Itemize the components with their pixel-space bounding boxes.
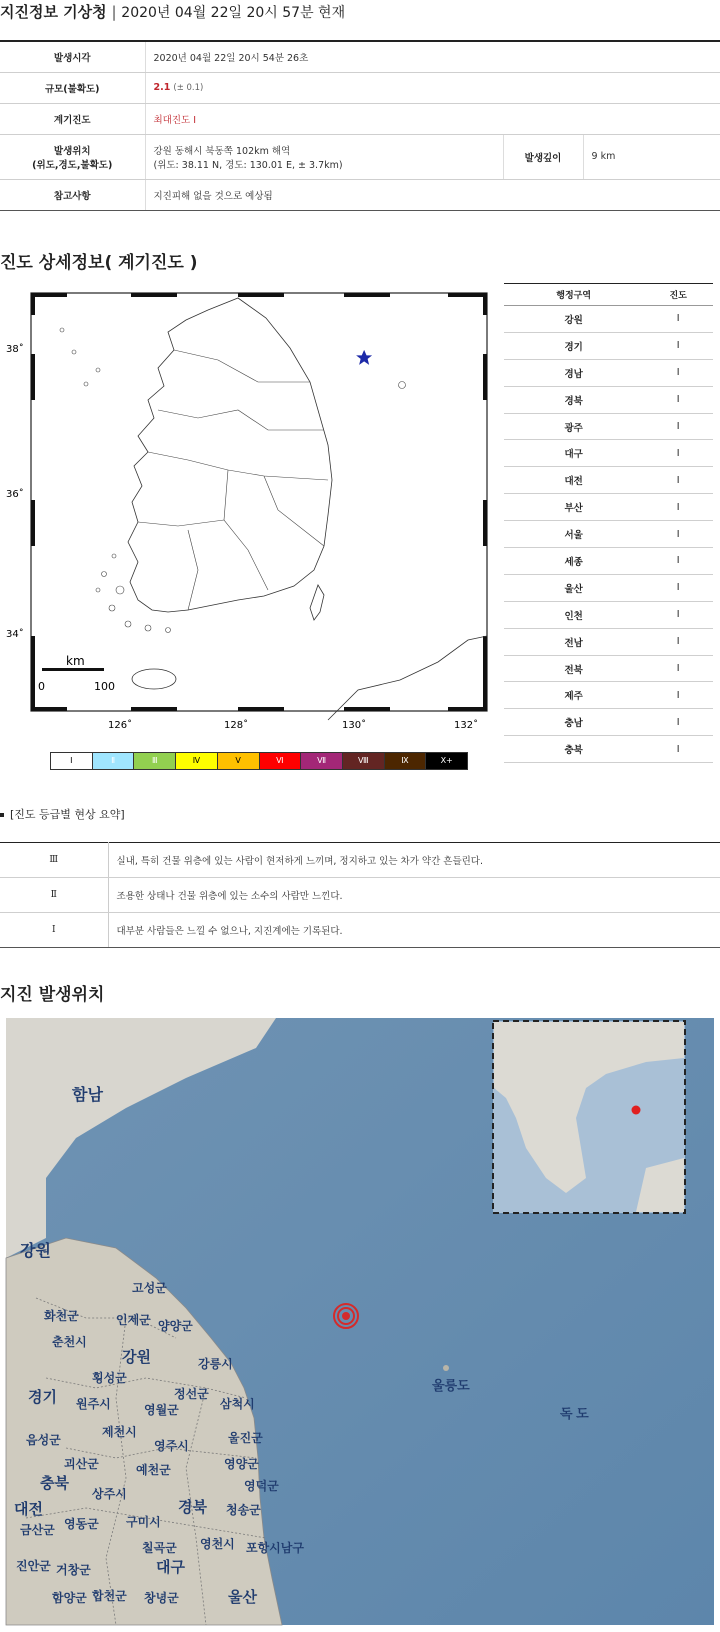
place-label: 강릉시 xyxy=(198,1357,233,1371)
table-row xyxy=(504,574,713,601)
inset-epicenter-icon xyxy=(632,1106,641,1115)
region-name: 부산 xyxy=(504,494,643,521)
intensity-scale-cell: Ⅸ xyxy=(385,753,427,769)
table-row xyxy=(504,359,713,386)
intensity-scale-cell: Ⅵ xyxy=(260,753,302,769)
summary-level: Ⅰ xyxy=(0,913,108,948)
location-value-line1: 강원 동해시 북동쪽 102km 해역 xyxy=(153,145,291,157)
col-intensity: 진도 xyxy=(643,284,713,306)
lon-label-132: 132˚ xyxy=(454,720,479,731)
occurred-value: 2020년 04월 22일 20시 54분 26초 xyxy=(145,41,720,72)
scale-unit: km xyxy=(66,654,85,668)
page-title-main: 지진정보 기상청 xyxy=(0,3,107,21)
place-label: 제천시 xyxy=(102,1425,137,1439)
place-label: 함양군 xyxy=(52,1591,87,1605)
summary-title: [진도 등급별 현상 요약] xyxy=(10,808,125,821)
place-label: 춘천시 xyxy=(52,1335,87,1349)
note-value: 지진피해 없을 것으로 예상됨 xyxy=(145,179,720,210)
info-row-location xyxy=(0,134,720,179)
table-row xyxy=(504,682,713,709)
region-intensity: Ⅰ xyxy=(643,306,713,333)
region-intensity: Ⅰ xyxy=(643,601,713,628)
region-name: 울산 xyxy=(504,574,643,601)
intensity-scale-cell: Ⅰ xyxy=(51,753,93,769)
intensity-color-scale xyxy=(50,752,468,770)
map-border xyxy=(31,293,487,711)
lon-label-126: 126˚ xyxy=(108,720,133,731)
summary-heading xyxy=(0,806,125,822)
place-label: 경기 xyxy=(28,1389,57,1406)
location-map xyxy=(6,1018,714,1625)
place-label: 괴산군 xyxy=(64,1457,99,1471)
region-name: 전북 xyxy=(504,655,643,682)
location-value-line2: (위도: 38.11 N, 경도: 130.01 E, ± 3.7km) xyxy=(153,159,343,171)
info-row-time xyxy=(0,41,720,72)
place-label: 울산 xyxy=(228,1589,257,1606)
table-row xyxy=(0,878,720,913)
scale-end: 100 xyxy=(94,680,115,693)
table-row xyxy=(504,467,713,494)
info-row-magnitude xyxy=(0,72,720,103)
epicenter-marker-icon xyxy=(334,1304,358,1328)
place-label: 강원 xyxy=(122,1349,151,1366)
place-label: 원주시 xyxy=(76,1397,111,1411)
scale-start: 0 xyxy=(38,680,45,693)
place-label: 칠곡군 xyxy=(142,1541,177,1555)
title-separator: | xyxy=(111,3,117,21)
summary-desc: 조용한 상태나 건물 위층에 있는 소수의 사람만 느낀다. xyxy=(108,878,720,913)
page-subtitle: 2020년 04월 22일 20시 57분 현재 xyxy=(121,5,346,21)
place-label: 양양군 xyxy=(158,1319,193,1333)
occurred-label: 발생시각 xyxy=(0,41,145,72)
place-label: 영덕군 xyxy=(244,1479,279,1493)
summary-level: Ⅲ xyxy=(0,843,108,878)
place-label: 구미시 xyxy=(126,1515,161,1529)
place-label: 충북 xyxy=(40,1475,69,1492)
location-label xyxy=(0,134,145,179)
region-intensity: Ⅰ xyxy=(643,709,713,736)
summary-desc: 실내, 특히 건물 위층에 있는 사람이 현저하게 느끼며, 정지하고 있는 차가 약간 흔들린다. xyxy=(108,843,720,878)
region-intensity: Ⅰ xyxy=(643,548,713,575)
intensity-scale-cell: X+ xyxy=(426,753,467,769)
table-row xyxy=(0,843,720,878)
region-intensity: Ⅰ xyxy=(643,574,713,601)
earthquake-info-table xyxy=(0,40,720,211)
location-value xyxy=(145,134,503,179)
region-name: 인천 xyxy=(504,601,643,628)
place-label: 진안군 xyxy=(16,1559,51,1573)
table-row xyxy=(504,440,713,467)
lon-label-130: 130˚ xyxy=(342,720,367,731)
location-label-line1: 발생위치 xyxy=(53,145,91,157)
scale-ruler xyxy=(42,668,104,671)
place-label: 영동군 xyxy=(64,1517,99,1531)
table-row xyxy=(504,655,713,682)
location-label-line2: (위도,경도,불확도) xyxy=(32,159,113,171)
place-label: 화천군 xyxy=(44,1309,79,1323)
place-label: 삼척시 xyxy=(220,1397,255,1411)
intensity-value: 최대진도 Ⅰ xyxy=(145,103,720,134)
note-label: 참고사항 xyxy=(0,179,145,210)
place-label: 함남 xyxy=(72,1087,103,1104)
place-label: 대구 xyxy=(156,1559,185,1576)
table-row xyxy=(0,913,720,948)
region-name: 경남 xyxy=(504,359,643,386)
bullet-icon xyxy=(0,813,4,817)
place-label: 금산군 xyxy=(20,1523,55,1537)
table-row xyxy=(504,709,713,736)
region-name: 제주 xyxy=(504,682,643,709)
place-label: 청송군 xyxy=(226,1503,261,1517)
intensity-scale-cell: Ⅱ xyxy=(93,753,135,769)
lat-label-38: 38˚ xyxy=(6,344,24,355)
table-row xyxy=(504,413,713,440)
intensity-scale-cell: Ⅷ xyxy=(343,753,385,769)
place-label: 음성군 xyxy=(26,1433,61,1447)
region-name: 대구 xyxy=(504,440,643,467)
place-label: 거창군 xyxy=(56,1563,91,1577)
place-label: 인제군 xyxy=(116,1313,151,1327)
place-label: 포항시남구 xyxy=(246,1541,304,1555)
place-label: 고성군 xyxy=(132,1281,167,1295)
intensity-scale-cell: Ⅳ xyxy=(176,753,218,769)
place-label: 울진군 xyxy=(228,1431,263,1445)
summary-level: Ⅱ xyxy=(0,878,108,913)
region-intensity: Ⅰ xyxy=(643,386,713,413)
lat-label-36: 36˚ xyxy=(6,489,24,500)
region-table-header xyxy=(504,284,713,306)
place-label: 독 도 xyxy=(560,1406,589,1421)
region-name: 경기 xyxy=(504,332,643,359)
region-intensity: Ⅰ xyxy=(643,628,713,655)
place-label: 강원 xyxy=(20,1243,51,1260)
region-intensity: Ⅰ xyxy=(643,332,713,359)
region-name: 서울 xyxy=(504,521,643,548)
table-row xyxy=(504,306,713,333)
magnitude-cell xyxy=(145,72,720,103)
region-name: 강원 xyxy=(504,306,643,333)
place-label: 창녕군 xyxy=(144,1591,179,1605)
region-intensity: Ⅰ xyxy=(643,521,713,548)
table-row xyxy=(504,332,713,359)
region-intensity: Ⅰ xyxy=(643,655,713,682)
col-region: 행정구역 xyxy=(504,284,643,306)
intensity-summary-table xyxy=(0,842,720,948)
intensity-scale-cell: Ⅲ xyxy=(134,753,176,769)
region-intensity: Ⅰ xyxy=(643,440,713,467)
intensity-scale-cell: Ⅶ xyxy=(301,753,343,769)
place-label: 예천군 xyxy=(136,1463,171,1477)
magnitude-label: 규모(불확도) xyxy=(0,72,145,103)
lon-label-128: 128˚ xyxy=(224,720,249,731)
region-intensity: Ⅰ xyxy=(643,467,713,494)
place-label: 대전 xyxy=(14,1501,43,1518)
depth-value: 9 km xyxy=(583,134,720,179)
intensity-map xyxy=(6,290,490,732)
intensity-label: 계기진도 xyxy=(0,103,145,134)
region-intensity: Ⅰ xyxy=(643,359,713,386)
place-label: 횡성군 xyxy=(92,1371,127,1385)
table-row xyxy=(504,548,713,575)
region-name: 광주 xyxy=(504,413,643,440)
intensity-section-title: 진도 상세정보( 계기진도 ) xyxy=(0,253,198,273)
lat-label-34: 34˚ xyxy=(6,629,24,640)
magnitude-value: 2.1 xyxy=(153,82,171,93)
table-row xyxy=(504,521,713,548)
table-row xyxy=(504,628,713,655)
table-row xyxy=(504,494,713,521)
region-name: 대전 xyxy=(504,467,643,494)
region-intensity: Ⅰ xyxy=(643,682,713,709)
place-label: 영천시 xyxy=(200,1537,235,1551)
table-row xyxy=(504,601,713,628)
info-row-intensity xyxy=(0,103,720,134)
ulleungdo-island xyxy=(443,1365,449,1371)
region-intensity: Ⅰ xyxy=(643,494,713,521)
magnitude-uncertainty: (± 0.1) xyxy=(173,83,204,93)
region-intensity: Ⅰ xyxy=(643,413,713,440)
region-intensity: Ⅰ xyxy=(643,736,713,763)
place-label: 경북 xyxy=(178,1499,207,1516)
info-row-note xyxy=(0,179,720,210)
region-name: 세종 xyxy=(504,548,643,575)
place-label: 울릉도 xyxy=(432,1378,470,1393)
place-label: 정선군 xyxy=(174,1387,209,1401)
region-table-body xyxy=(504,306,713,763)
location-section-title: 지진 발생위치 xyxy=(0,985,105,1005)
place-label: 영월군 xyxy=(144,1403,179,1417)
region-intensity-table xyxy=(504,283,713,763)
region-name: 충남 xyxy=(504,709,643,736)
intensity-scale-cell: Ⅴ xyxy=(218,753,260,769)
place-label: 상주시 xyxy=(92,1487,127,1501)
place-label: 영양군 xyxy=(224,1457,259,1471)
inset-map xyxy=(493,1021,685,1213)
page-title xyxy=(0,0,345,26)
place-label: 영주시 xyxy=(154,1439,189,1453)
summary-desc: 대부분 사람들은 느낄 수 없으나, 지진계에는 기록된다. xyxy=(108,913,720,948)
table-row xyxy=(504,736,713,763)
region-name: 전남 xyxy=(504,628,643,655)
table-row xyxy=(504,386,713,413)
place-label: 합천군 xyxy=(92,1589,127,1603)
region-name: 경북 xyxy=(504,386,643,413)
region-name: 충북 xyxy=(504,736,643,763)
depth-label: 발생깊이 xyxy=(503,134,583,179)
